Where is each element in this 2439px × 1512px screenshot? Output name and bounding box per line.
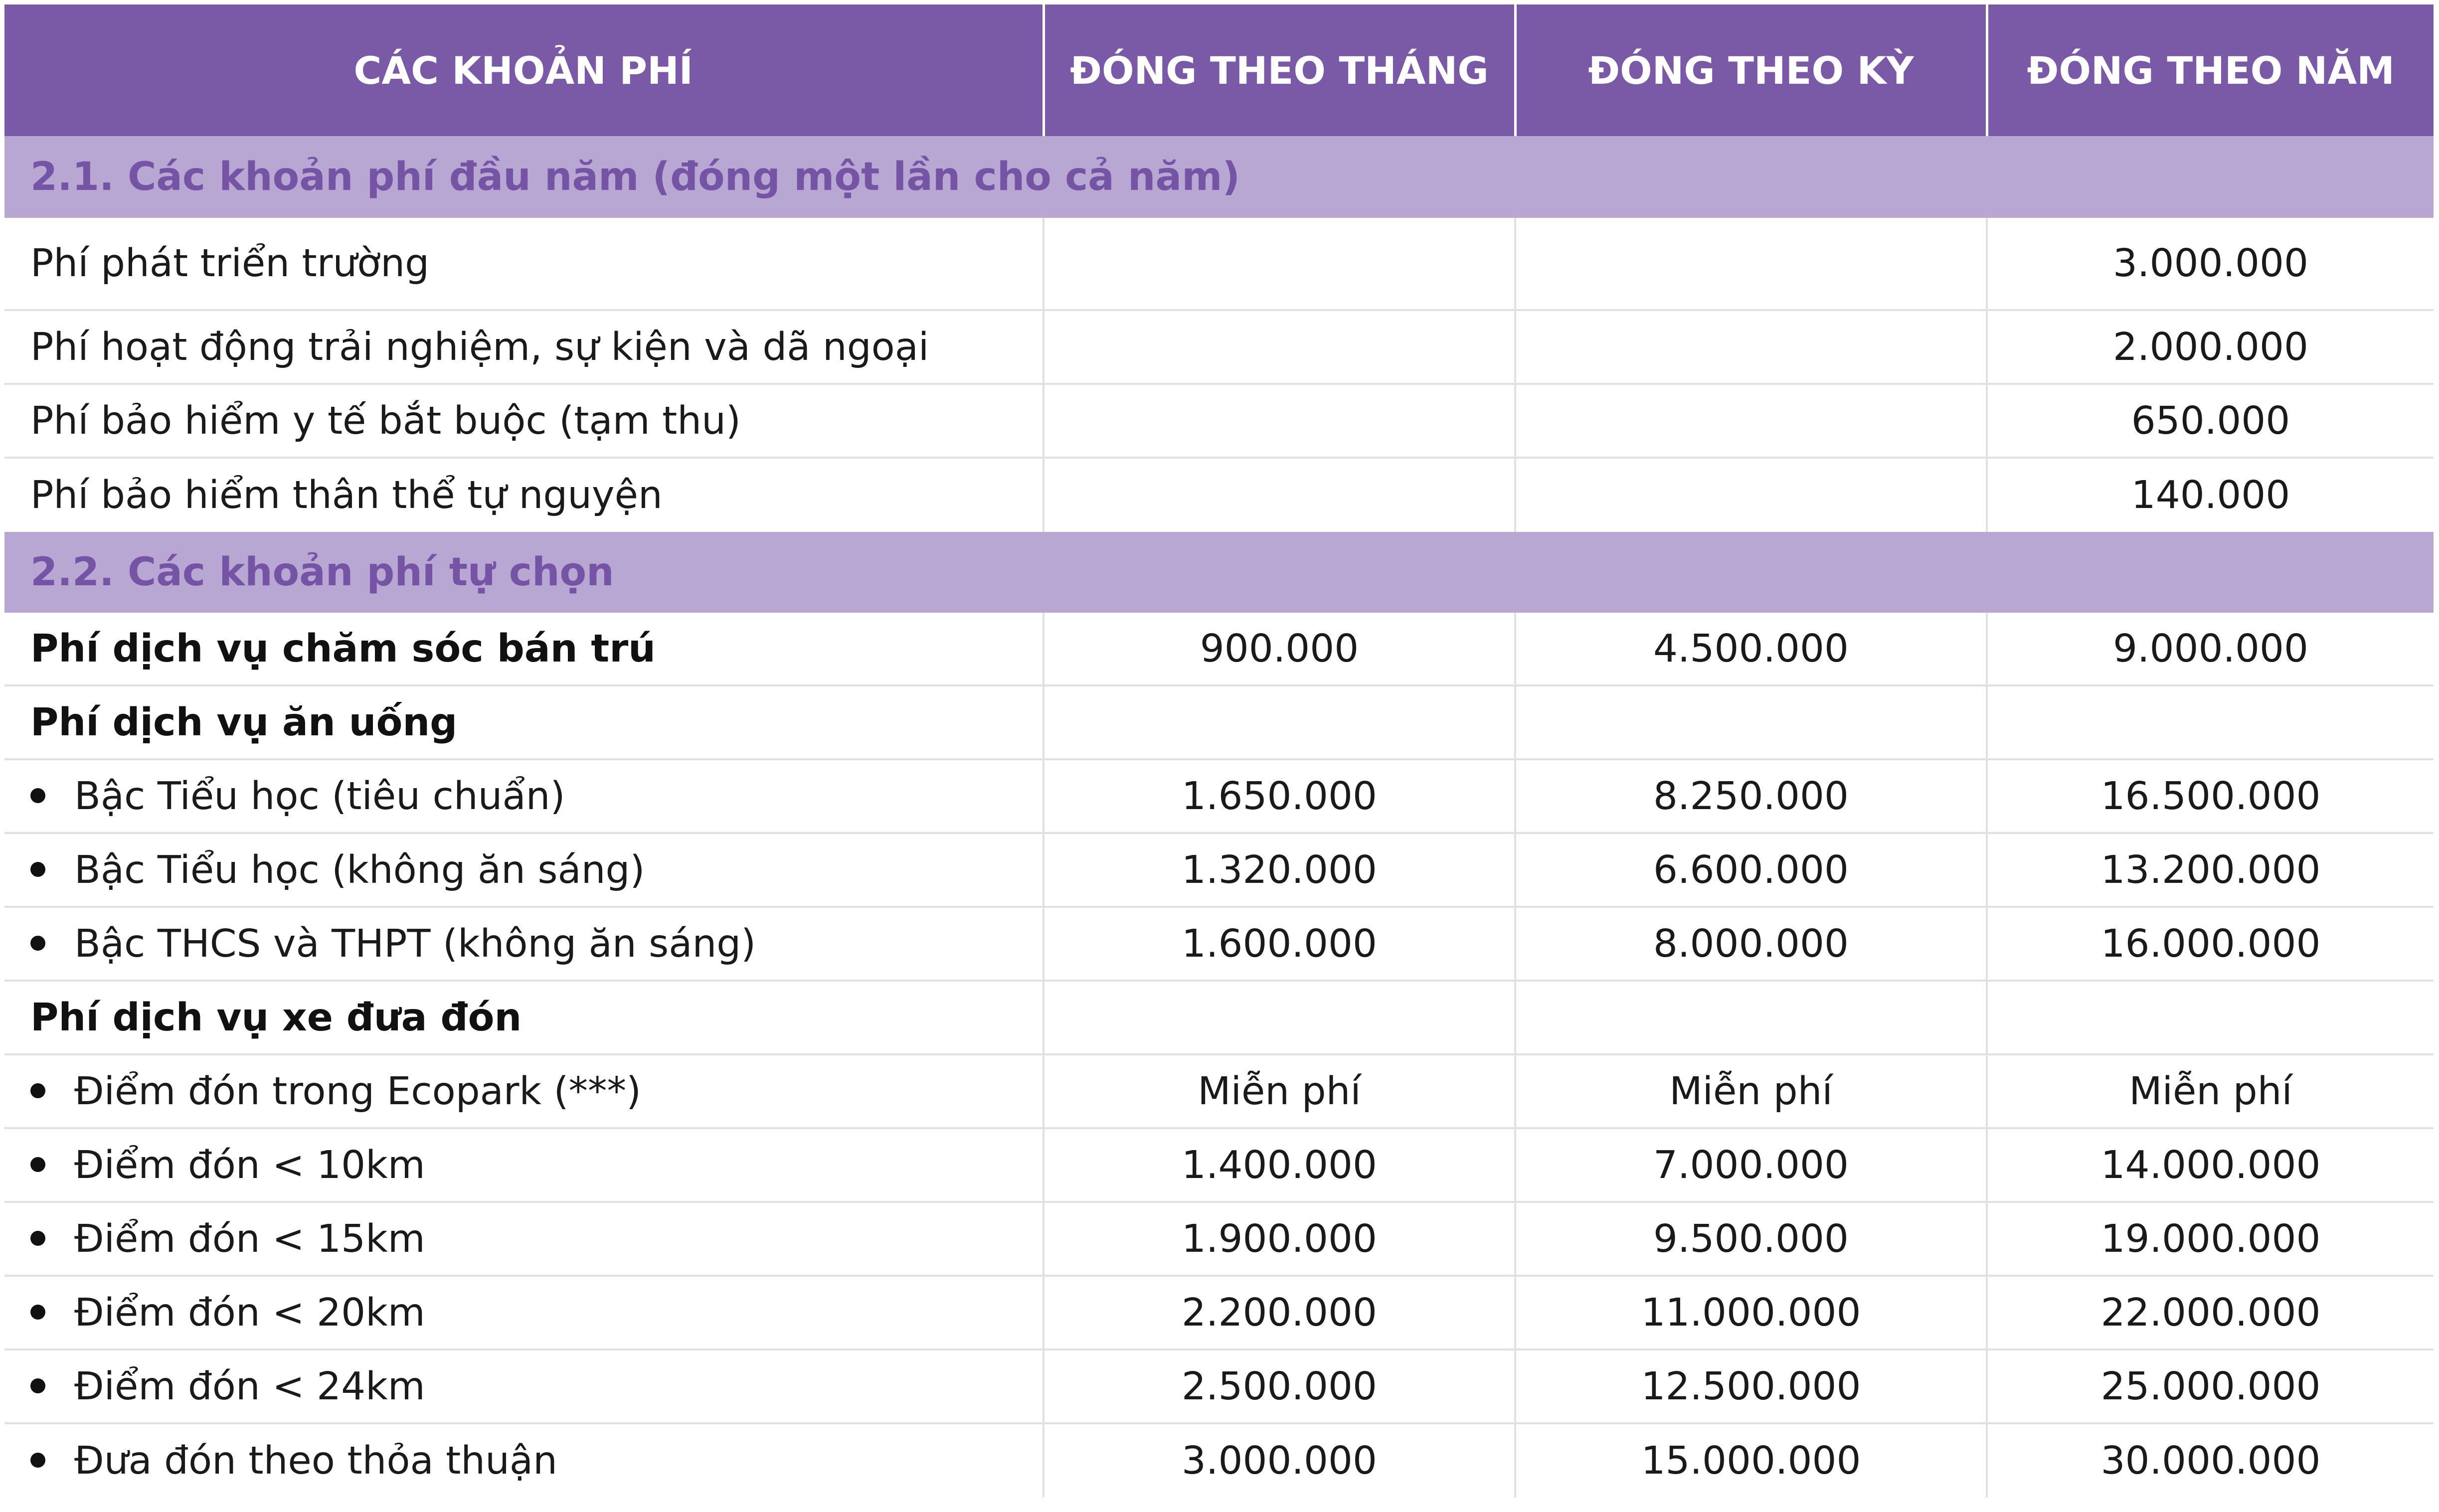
yearly-cell: 14.000.000 [1987,1128,2434,1202]
monthly-cell [1044,218,1515,310]
row-label: Bậc Tiểu học (tiêu chuẩn) [74,774,565,819]
empty-cell [1044,981,1515,1054]
section-title: 2.1. Các khoản phí đầu năm (đóng một lần cho cả năm) [4,136,2434,218]
group-label: Phí dịch vụ ăn uống [4,685,1044,759]
monthly-cell: Miễn phí [1044,1054,1515,1128]
monthly-cell: 2.500.000 [1044,1349,1515,1423]
bullet-icon [30,1083,45,1098]
term-cell: 6.600.000 [1515,833,1987,907]
header-monthly: ĐÓNG THEO THÁNG [1044,4,1515,136]
yearly-cell: 16.000.000 [1987,907,2434,981]
monthly-cell: 1.650.000 [1044,759,1515,833]
yearly-cell: 9.000.000 [1987,613,2434,685]
row-label-cell [4,1128,1044,1202]
table-row [4,310,2434,384]
bullet-icon [30,1231,45,1246]
term-cell: 8.250.000 [1515,759,1987,833]
term-cell: 12.500.000 [1515,1349,1987,1423]
bullet-icon [30,1157,45,1172]
empty-cell [1987,981,2434,1054]
row-label: Phí bảo hiểm y tế bắt buộc (tạm thu) [4,384,1044,458]
table-row [4,1276,2434,1349]
row-label: Phí phát triển trường [4,218,1044,310]
term-cell [1515,218,1987,310]
section-title: 2.2. Các khoản phí tự chọn [4,532,2434,613]
boarding-row [4,613,2434,685]
table-row [4,759,2434,833]
monthly-cell: 900.000 [1044,613,1515,685]
term-cell [1515,458,1987,532]
row-label-cell [4,1423,1044,1498]
row-label: Điểm đón < 10km [74,1143,425,1187]
empty-cell [1515,981,1987,1054]
header-fee-items: CÁC KHOẢN PHÍ [4,4,1044,136]
empty-cell [1515,685,1987,759]
yearly-cell: 2.000.000 [1987,310,2434,384]
term-cell [1515,310,1987,384]
monthly-cell: 2.200.000 [1044,1276,1515,1349]
table-row [4,384,2434,458]
row-label: Điểm đón < 24km [74,1364,425,1409]
bullet-icon [30,1305,45,1320]
term-cell: 8.000.000 [1515,907,1987,981]
yearly-cell: 13.200.000 [1987,833,2434,907]
row-label: Bậc THCS và THPT (không ăn sáng) [74,921,756,966]
row-label: Điểm đón < 15km [74,1216,425,1261]
monthly-cell: 3.000.000 [1044,1423,1515,1498]
group-label: Phí dịch vụ xe đưa đón [4,981,1044,1054]
yearly-cell: 3.000.000 [1987,218,2434,310]
row-label-cell [4,1202,1044,1276]
yearly-cell: 650.000 [1987,384,2434,458]
bullet-icon [30,862,45,877]
row-label: Điểm đón trong Ecopark (***) [74,1069,642,1114]
row-label-cell [4,1349,1044,1423]
row-label-cell [4,907,1044,981]
table-row [4,1423,2434,1498]
term-cell: 15.000.000 [1515,1423,1987,1498]
row-label: Đưa đón theo thỏa thuận [74,1439,557,1483]
bullet-icon [30,1378,45,1393]
row-label: Điểm đón < 20km [74,1290,425,1335]
table-row [4,458,2434,532]
term-cell: Miễn phí [1515,1054,1987,1128]
term-cell [1515,384,1987,458]
row-label-cell [4,759,1044,833]
monthly-cell [1044,458,1515,532]
table-row [4,1202,2434,1276]
term-cell: 4.500.000 [1515,613,1987,685]
fee-table [4,4,2434,1498]
bus-group-row [4,981,2434,1054]
bullet-icon [30,788,45,803]
empty-cell [1987,685,2434,759]
row-label: Phí dịch vụ chăm sóc bán trú [4,613,1044,685]
monthly-cell [1044,384,1515,458]
table-row [4,1128,2434,1202]
bullet-icon [30,936,45,951]
term-cell: 7.000.000 [1515,1128,1987,1202]
term-cell: 11.000.000 [1515,1276,1987,1349]
table-row [4,1349,2434,1423]
row-label: Bậc Tiểu học (không ăn sáng) [74,847,645,892]
yearly-cell: 16.500.000 [1987,759,2434,833]
row-label: Phí bảo hiểm thân thể tự nguyện [30,473,663,517]
yearly-cell: 25.000.000 [1987,1349,2434,1423]
header-row [4,4,2434,136]
row-label-cell [4,1276,1044,1349]
monthly-cell [1044,310,1515,384]
term-cell: 9.500.000 [1515,1202,1987,1276]
header-per-term: ĐÓNG THEO KỲ [1515,4,1987,136]
table-row [4,1054,2434,1128]
row-label-cell [4,1054,1044,1128]
yearly-cell: 19.000.000 [1987,1202,2434,1276]
yearly-cell: Miễn phí [1987,1054,2434,1128]
table-row [4,907,2434,981]
yearly-cell: 140.000 [1987,458,2434,532]
table-row [4,218,2434,310]
monthly-cell: 1.400.000 [1044,1128,1515,1202]
monthly-cell: 1.600.000 [1044,907,1515,981]
section-header-annual [4,136,2434,218]
row-label-cell [4,833,1044,907]
monthly-cell: 1.900.000 [1044,1202,1515,1276]
monthly-cell: 1.320.000 [1044,833,1515,907]
table-row [4,833,2434,907]
bullet-icon [30,1453,45,1468]
section-header-optional [4,532,2434,613]
yearly-cell: 22.000.000 [1987,1276,2434,1349]
empty-cell [1044,685,1515,759]
meals-group-row [4,685,2434,759]
yearly-cell: 30.000.000 [1987,1423,2434,1498]
row-label: Phí hoạt động trải nghiệm, sự kiện và dã ngoại [4,310,1044,384]
header-yearly: ĐÓNG THEO NĂM [1987,4,2434,136]
